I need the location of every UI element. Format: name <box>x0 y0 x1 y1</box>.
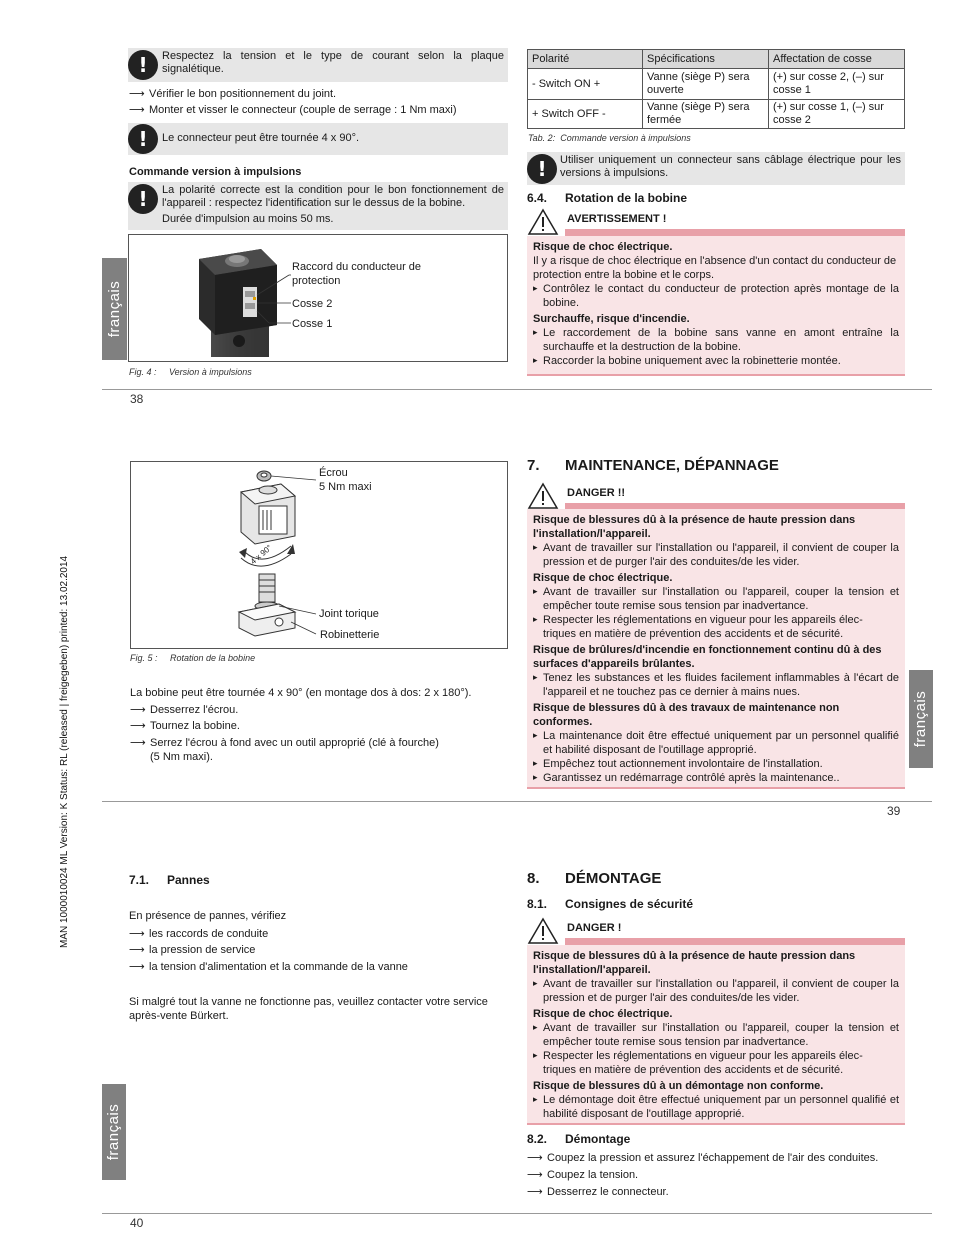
warning-triangle-icon <box>527 917 559 945</box>
table-cell: (+) sur cosse 2, (–) sur cosse 1 <box>769 69 905 100</box>
section-7-heading: 7. MAINTENANCE, DÉPANNAGE <box>527 457 779 474</box>
note-text: Le connecteur peut être tournée 4 x 90°. <box>162 132 360 144</box>
arrow-right-icon: ⟶ <box>129 927 145 940</box>
table-header: Polarité <box>528 50 643 69</box>
danger-bullet: ▸ Empêchez tout actionnement involontaire de l'installation. <box>533 757 899 771</box>
document-meta-vertical: MAN 1000010024 ML Version: K Status: RL (released | freigegeben) printed: 13.02.2014 <box>59 555 70 948</box>
step-item: ⟶ Coupez la tension. <box>527 1168 639 1181</box>
table-cell: - Switch ON + <box>528 69 643 100</box>
note-text: Utiliser uniquement un connecteur sans câblage électrique pour les versions à impulsions. <box>560 154 901 179</box>
check-item: ⟶ la tension d'alimentation et la commande de la vanne <box>129 960 408 973</box>
danger-title: Risque de blessures dû à des travaux de maintenance non conformes. <box>533 702 840 728</box>
fault-closing: Si malgré tout la vanne ne fonctionne pas, veuillez contacter votre service après-vente Bürkert. <box>129 996 488 1022</box>
danger-bullet: ▸ Respecter les réglementations en vigueur pour les appareils élec- triques en matière de prévention des accidents et de sécurité. <box>533 1049 899 1077</box>
danger-bullet: ▸ Avant de travailler sur l'installation ou l'appareil, il convient de couper la pression et de purger l'air des conduites/de les vider. <box>533 977 899 1005</box>
danger-title: Risque de blessures dû à la présence de haute pression dans l'installation/l'appareil. <box>533 950 856 976</box>
note-text: Respectez la tension et le type de courant selon la plaque signalétique. <box>162 50 504 75</box>
danger-bullet: ▸ Respecter les réglementations en vigueur pour les appareils élec- triques en matière de prévention des accidents et de sécurité. <box>533 613 899 641</box>
fig5-label-oring: Joint torique <box>319 608 379 620</box>
danger-title: Risque de choc électrique. <box>533 572 673 584</box>
table-cell: (+) sur cosse 1, (–) sur cosse 2 <box>769 100 905 129</box>
warning-bullet: ▸ Contrôlez le contact du conducteur de protection après montage de la bobine. <box>533 282 899 310</box>
arrow-right-icon: ⟶ <box>527 1151 543 1164</box>
table-cell: Vanne (siège P) sera fermée <box>643 100 769 129</box>
page-number-39: 39 <box>887 804 901 818</box>
page-number-40: 40 <box>130 1216 144 1230</box>
figure-coil-rotation <box>130 461 508 649</box>
fig5-label-torque: 5 Nm maxi <box>319 481 372 493</box>
warning-text: Il y a risque de choc électrique en l'absence d'un contact du conducteur de protection entre la bobine et le corps. <box>533 255 897 281</box>
warning-triangle-icon <box>527 482 559 510</box>
note-text-pulse: Durée d'impulsion au moins 50 ms. <box>162 213 334 225</box>
step-item: ⟶ Desserrez le connecteur. <box>527 1185 669 1198</box>
danger-label: DANGER ! <box>567 922 622 934</box>
figure-impulse-version <box>128 234 508 362</box>
table-row <box>528 69 905 100</box>
warning-title: Risque de choc électrique. <box>533 241 673 253</box>
danger-title: Risque de blessures dû à la présence de haute pression dans l'installation/l'appareil. <box>533 514 856 540</box>
exclamation-icon: ! <box>128 124 158 154</box>
fig4-label-cosse2: Cosse 2 <box>292 298 333 310</box>
warning-bullet: ▸ Le raccordement de la bobine sans vanne en amont entraîne la surchauffe et la destruction de la bobine. <box>533 326 899 354</box>
language-tab-label: français <box>105 1103 122 1161</box>
step-item: ⟶ Vérifier le bon positionnement du joint. <box>129 87 337 100</box>
danger-label: DANGER !! <box>567 487 626 499</box>
fig5-label-nut: Écrou <box>319 467 348 479</box>
note-polarity <box>128 182 508 230</box>
danger-bullet: ▸ Avant de travailler sur l'installation ou l'appareil, couper la tension et empêcher toute remise sous tension par inadvertance. <box>533 585 899 613</box>
note-voltage <box>128 48 508 82</box>
page-divider <box>102 801 932 802</box>
warning-bullet: ▸ Raccorder la bobine uniquement avec la robinetterie montée. <box>533 354 899 368</box>
step-item: ⟶ Tournez la bobine. <box>130 719 240 732</box>
arrow-right-icon: ⟶ <box>129 960 145 973</box>
exclamation-icon: ! <box>128 184 158 214</box>
table-header: Spécifications <box>643 50 769 69</box>
step-item: ⟶ Monter et visser le connecteur (couple de serrage : 1 Nm maxi) <box>129 103 457 116</box>
fig5-rotation-label: 4 x 90° <box>248 543 274 567</box>
table-header: Affectation de cosse <box>769 50 905 69</box>
arrow-right-icon: ⟶ <box>527 1168 543 1181</box>
fig4-caption: Fig. 4 : Version à impulsions <box>129 367 252 377</box>
language-tab-label: français <box>105 280 123 338</box>
danger-bar <box>565 938 905 945</box>
arrow-right-icon: ⟶ <box>129 943 145 956</box>
danger-title: Risque de blessures dû à un démontage non conforme. <box>533 1080 824 1092</box>
table-cell: Vanne (siège P) sera ouverte <box>643 69 769 100</box>
danger-bullet: ▸ Garantissez un redémarrage contrôlé après la maintenance.. <box>533 771 899 785</box>
danger-title: Risque de choc électrique. <box>533 1008 673 1020</box>
language-tab-page38 <box>102 258 127 360</box>
arrow-right-icon: ⟶ <box>130 703 146 716</box>
section-8-heading: 8. DÉMONTAGE <box>527 870 662 887</box>
section-8-1-heading: 8.1. Consignes de sécurité <box>527 897 694 911</box>
section-6-4-heading: 6.4. Rotation de la bobine <box>527 191 687 205</box>
warning-box-6-4 <box>527 236 905 376</box>
warning-triangle-icon <box>527 208 559 236</box>
step-item: ⟶ Serrez l'écrou à fond avec un outil approprié (clé à fourche) <box>130 736 439 749</box>
exclamation-icon: ! <box>527 154 557 184</box>
section-7-1-heading: 7.1. Pannes <box>129 873 210 887</box>
danger-box-7 <box>527 509 905 789</box>
table-cell: + Switch OFF - <box>528 100 643 129</box>
warning-label: AVERTISSEMENT ! <box>567 213 667 225</box>
arrow-right-icon: ⟶ <box>130 719 146 732</box>
impulse-table <box>527 49 905 129</box>
note-connector-only <box>527 152 905 185</box>
note-connector-rotation <box>128 123 508 155</box>
danger-bullet: ▸ La maintenance doit être effectué uniquement par un personnel qualifié et habilité disposant de l'outillage approprié. <box>533 729 899 757</box>
language-tab-label: français <box>912 690 929 748</box>
danger-bullet: ▸ Le démontage doit être effectué uniquement par un personnel qualifié et habilité disposant de l'outillage approprié. <box>533 1093 899 1121</box>
arrow-right-icon: ⟶ <box>129 87 145 100</box>
page-divider <box>102 1213 932 1214</box>
page-divider <box>102 389 932 390</box>
note-text: La polarité correcte est la condition pour le bon fonctionnement de l'appareil : respectez l'identification sur le dessus de la bobine. <box>162 184 504 209</box>
danger-bullet: ▸ Avant de travailler sur l'installation ou l'appareil, couper la tension et empêcher toute remise sous tension par inadvertance. <box>533 1021 899 1049</box>
arrow-right-icon: ⟶ <box>527 1185 543 1198</box>
table-caption: Tab. 2: Commande version à impulsions <box>528 133 691 143</box>
fig4-label-cosse1: Cosse 1 <box>292 318 333 330</box>
fault-intro: En présence de pannes, vérifiez <box>129 910 287 922</box>
arrow-right-icon: ⟶ <box>129 103 145 116</box>
danger-box-8 <box>527 945 905 1125</box>
table-row <box>528 100 905 129</box>
warning-title: Surchauffe, risque d'incendie. <box>533 313 690 325</box>
fig4-label-protection: Raccord du conducteur de protection <box>292 261 422 287</box>
fig5-label-body: Robinetterie <box>320 629 380 641</box>
step-item: ⟶ Desserrez l'écrou. <box>130 703 239 716</box>
danger-bullet: ▸ Avant de travailler sur l'installation ou l'appareil, il convient de couper la pression et de purger l'air des conduites/de les vider. <box>533 541 899 569</box>
check-item: ⟶ la pression de service <box>129 943 256 956</box>
warning-bar <box>565 229 905 236</box>
arrow-right-icon: ⟶ <box>130 736 146 749</box>
language-tab-page40 <box>102 1084 126 1180</box>
danger-title: Risque de brûlures/d'incendie en fonctionnement continu dû à des surfaces d'appareils brûlantes. <box>533 644 882 670</box>
step-item-cont: (5 Nm maxi). <box>150 751 213 763</box>
danger-bullet: ▸ Tenez les substances et les fluides facilement inflammables à l'écart de l'appareil et ne touchez pas ce dernier à mains nues. <box>533 671 899 699</box>
impulse-heading: Commande version à impulsions <box>129 166 302 178</box>
step-item: ⟶ Coupez la pression et assurez l'échappement de l'air des conduites. <box>527 1151 879 1164</box>
check-item: ⟶ les raccords de conduite <box>129 927 269 940</box>
fig5-caption: Fig. 5 : Rotation de la bobine <box>130 653 256 663</box>
rotation-intro: La bobine peut être tournée 4 x 90° (en montage dos à dos: 2 x 180°). <box>130 687 472 699</box>
exclamation-icon: ! <box>128 50 158 80</box>
language-tab-page39 <box>909 670 933 768</box>
section-8-2-heading: 8.2. Démontage <box>527 1132 631 1146</box>
page-number-38: 38 <box>130 392 144 406</box>
